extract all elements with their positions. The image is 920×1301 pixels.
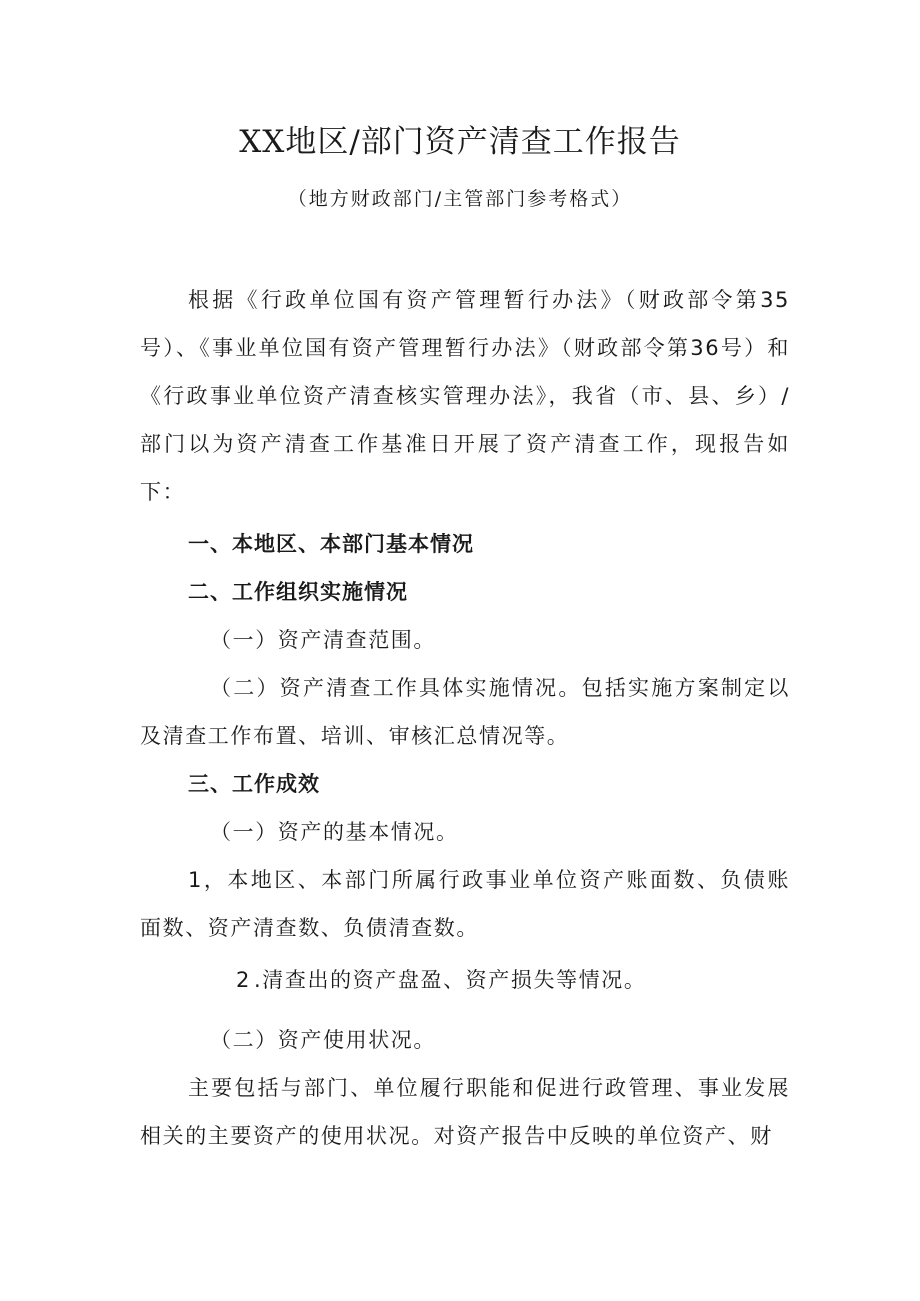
intro-paragraph: 根据《行政单位国有资产管理暂行办法》（财政部令第35号）、《事业单位国有资产管理暂行办法》（财政部令第36号）和《行政事业单位资产清查核实管理办法》，我省（市、县、乡）/部门以为资产清查工作基准日开展了资产清查工作，现报告如下： <box>140 288 790 504</box>
section-heading-3: 三、工作成效 <box>188 772 320 796</box>
document-title: XX地区/部门资产清查工作报告 <box>239 124 681 160</box>
section-heading-1: 一、本地区、本部门基本情况 <box>188 532 474 556</box>
section3-item-1-sub-2 <box>140 956 790 1004</box>
section3-item-2-text: 主要包括与部门、单位履行职能和促进行政管理、事业发展相关的主要资产的使用状况。对资产报告中反映的单位资产、财 <box>140 1076 790 1148</box>
section3-item-1-sub-1: 1，本地区、本部门所属行政事业单位资产账面数、负债账面数、资产清查数、负债清查数。 <box>140 868 790 940</box>
section2-item-1: （一）资产清查范围。 <box>210 628 436 652</box>
section3-item-2: （二）资产使用状况。 <box>210 1028 436 1052</box>
sub-2-number: 2 <box>236 968 251 992</box>
sub-2-text: .清查出的资产盘盈、资产损失等情况。 <box>254 968 647 992</box>
document-body <box>140 276 790 1160</box>
section-heading-2: 二、工作组织实施情况 <box>188 580 408 604</box>
section3-item-1: （一）资产的基本情况。 <box>210 820 459 844</box>
document-subtitle: （地方财政部门/主管部门参考格式） <box>287 188 633 210</box>
section2-item-2: （二）资产清查工作具体实施情况。包括实施方案制定以及清查工作布置、培训、审核汇总情况等。 <box>140 676 790 748</box>
